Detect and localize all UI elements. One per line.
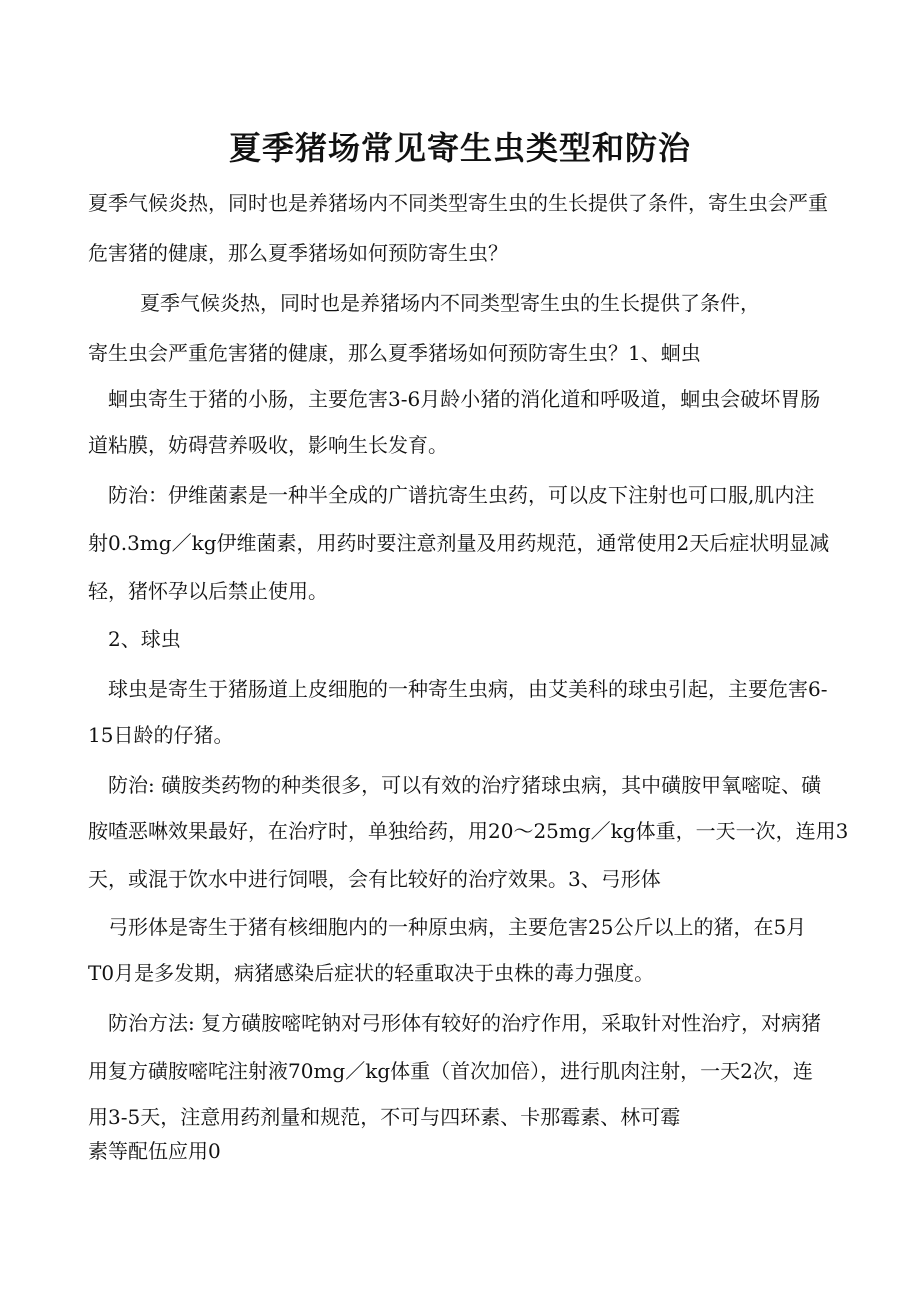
paragraph-line: 防治：伊维菌素是一种半全成的广谱抗寄生虫药，可以皮下注射也可口服,肌内注 <box>108 483 815 507</box>
paragraph-line: 胺喳恶啉效果最好，在治疗时，单独给药，用20～25mg／kg体重，一天一次，连用3 <box>88 819 849 843</box>
paragraph-line: 蛔虫寄生于猪的小肠，主要危害3-6月龄小猪的消化道和呼吸道，蛔虫会破坏胃肠 <box>108 387 821 411</box>
paragraph-line: T0月是多发期，病猪感染后症状的轻重取决于虫株的毒力强度。 <box>88 961 655 985</box>
paragraph-line: 射0.3mg／kg伊维菌素，用药时要注意剂量及用药规范，通常使用2天后症状明显减 <box>88 531 830 555</box>
paragraph-line: 防治方法: 复方磺胺嘧咤钠对弓形体有较好的治疗作用，采取针对性治疗，对病猪 <box>108 1011 822 1035</box>
paragraph-line: 道粘膜，妨碍营养吸收，影响生长发育。 <box>88 433 448 457</box>
paragraph-line: 15日龄的仔猪。 <box>88 723 234 747</box>
document-title: 夏季猪场常见寄生虫类型和防治 <box>228 129 691 167</box>
section-heading: 2、球虫 <box>108 627 181 651</box>
paragraph-line: 寄生虫会严重危害猪的健康，那么夏季猪场如何预防寄生虫？1、蛔虫 <box>88 341 701 365</box>
paragraph-line: 用复方磺胺嘧咤注射液70mg／kg体重（首次加倍），进行肌肉注射，一天2次，连 <box>88 1059 813 1083</box>
paragraph-line: 弓形体是寄生于猪有核细胞内的一种原虫病，主要危害25公斤以上的猪，在5月 <box>108 915 807 939</box>
paragraph-line: 用3-5天，注意用药剂量和规范，不可与四环素、卡那霉素、林可霉 <box>88 1105 681 1129</box>
paragraph-line: 防治: 磺胺类药物的种类很多，可以有效的治疗猪球虫病，其中磺胺甲氧嘧啶、磺 <box>108 773 822 797</box>
paragraph-line: 球虫是寄生于猪肠道上皮细胞的一种寄生虫病，由艾美科的球虫引起，主要危害6- <box>108 677 828 701</box>
paragraph-line: 夏季气候炎热，同时也是养猪场内不同类型寄生虫的生长提供了条件， <box>140 291 760 315</box>
paragraph-line: 素等配伍应用0 <box>88 1139 221 1163</box>
paragraph-line: 危害猪的健康，那么夏季猪场如何预防寄生虫？ <box>88 241 508 265</box>
paragraph-line: 夏季气候炎热，同时也是养猪场内不同类型寄生虫的生长提供了条件，寄生虫会严重 <box>88 191 828 215</box>
paragraph-line: 轻，猪怀孕以后禁止使用。 <box>88 579 328 603</box>
paragraph-line: 天，或混于饮水中进行饲喂，会有比较好的治疗效果。3、弓形体 <box>88 867 661 891</box>
